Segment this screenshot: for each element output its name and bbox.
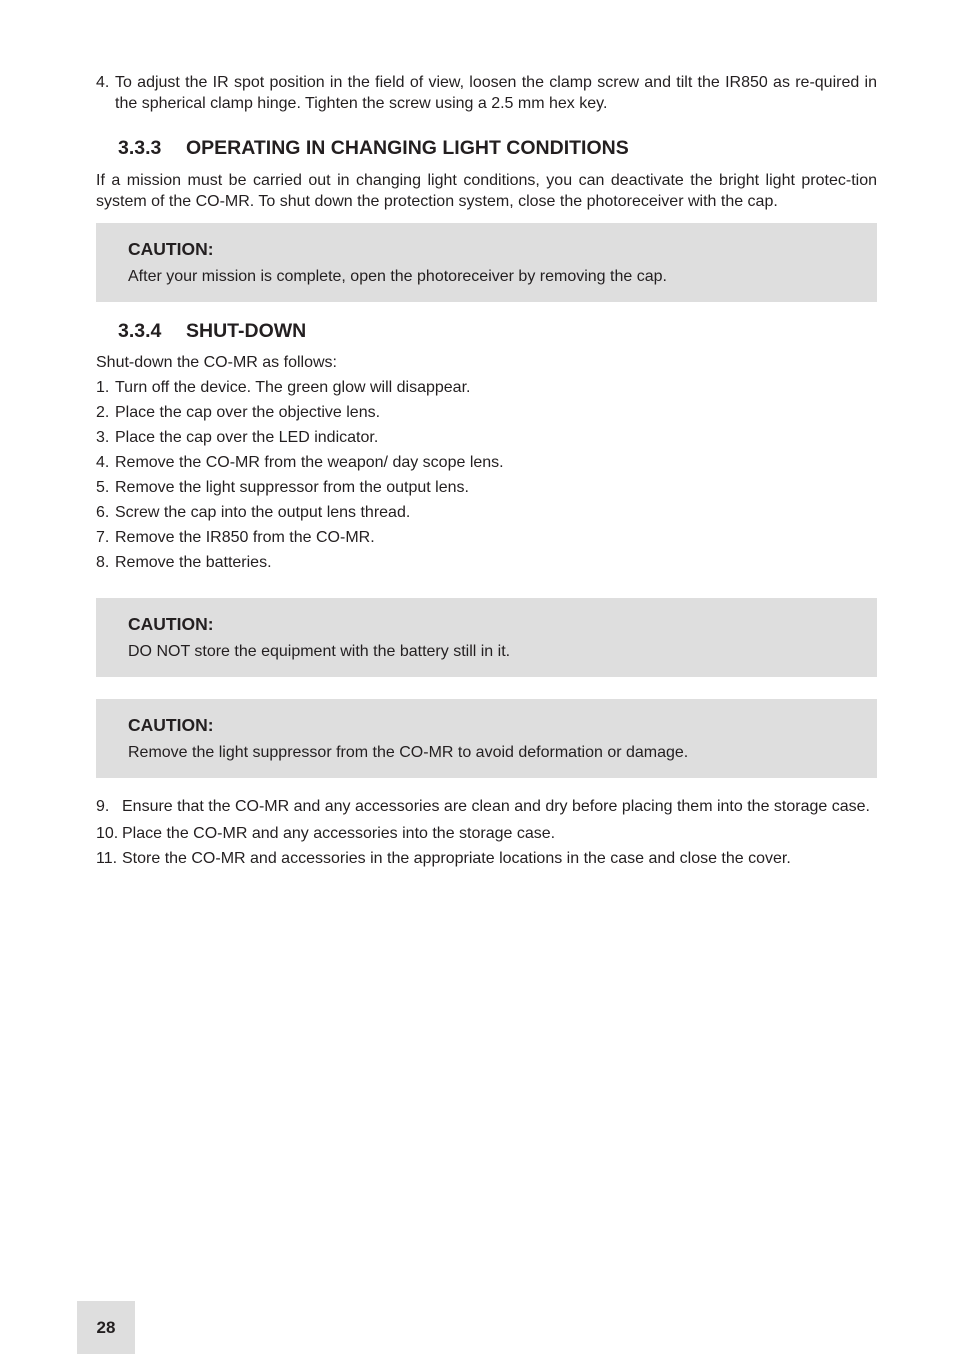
list-item xyxy=(96,425,877,450)
shutdown-steps xyxy=(96,375,877,575)
list-number: 2. xyxy=(96,404,110,421)
list-number: 8. xyxy=(96,554,110,571)
list-text: Store the CO-MR and accessories in the appropriate locations in the case and close the cover. xyxy=(122,850,791,867)
caution-box xyxy=(96,223,877,302)
page-number: 28 xyxy=(77,1301,135,1354)
page-content xyxy=(96,72,877,871)
list-number: 9. xyxy=(96,798,110,815)
list-number: 6. xyxy=(96,504,110,521)
list-item xyxy=(96,72,877,114)
section-heading-3-3-4 xyxy=(118,319,877,343)
list-text: Remove the CO-MR from the weapon/ day scope lens. xyxy=(115,454,504,471)
section-title: OPERATING IN CHANGING LIGHT CONDITIONS xyxy=(186,137,629,159)
list-text: To adjust the IR spot position in the field of view, loosen the clamp screw and tilt the IR850 as re-quired in the spherical clamp hinge. Tighten the screw using a 2.5 mm hex key. xyxy=(115,74,877,112)
list-text: Turn off the device. The green glow will disappear. xyxy=(115,379,471,396)
list-number: 11. xyxy=(96,850,118,867)
list-text: Place the CO-MR and any accessories into the storage case. xyxy=(122,825,556,842)
list-number: 4. xyxy=(96,74,110,91)
caution-title: CAUTION: xyxy=(128,715,214,735)
list-item xyxy=(96,375,877,400)
caution-title: CAUTION: xyxy=(128,614,214,634)
caution-text: After your mission is complete, open the photoreceiver by removing the cap. xyxy=(128,268,667,285)
section-title: SHUT-DOWN xyxy=(186,320,307,342)
caution-text: Remove the light suppressor from the CO-MR to avoid deformation or damage. xyxy=(128,744,689,761)
list-text: Place the cap over the objective lens. xyxy=(115,404,381,421)
list-number: 7. xyxy=(96,529,110,546)
section-heading-3-3-3 xyxy=(118,136,877,160)
list-number: 3. xyxy=(96,429,110,446)
list-text: Place the cap over the LED indicator. xyxy=(115,429,379,446)
section-number: 3.3.4 xyxy=(118,320,162,342)
section-number: 3.3.3 xyxy=(118,137,162,159)
list-item xyxy=(96,400,877,425)
caution-box xyxy=(96,699,877,778)
list-number: 5. xyxy=(96,479,110,496)
list-text: Ensure that the CO-MR and any accessories are clean and dry before placing them into the storage case. xyxy=(122,798,870,815)
paragraph: If a mission must be carried out in changing light conditions, you can deactivate the bright light protec-tion system of the CO-MR. To shut down the protection system, close the photoreceiver with the cap. xyxy=(96,172,877,210)
list-item xyxy=(96,500,877,525)
caution-text: DO NOT store the equipment with the battery still in it. xyxy=(128,643,511,660)
continued-steps xyxy=(96,796,877,871)
list-text: Remove the IR850 from the CO-MR. xyxy=(115,529,375,546)
list-number: 10. xyxy=(96,825,119,842)
list-item xyxy=(96,475,877,500)
list-number: 4. xyxy=(96,454,110,471)
list-text: Remove the light suppressor from the output lens. xyxy=(115,479,469,496)
list-item xyxy=(96,821,877,846)
list-item xyxy=(96,525,877,550)
paragraph: Shut-down the CO-MR as follows: xyxy=(96,354,337,371)
list-number: 1. xyxy=(96,379,110,396)
list-item xyxy=(96,846,877,871)
list-item xyxy=(96,550,877,575)
caution-title: CAUTION: xyxy=(128,239,214,259)
caution-box xyxy=(96,598,877,677)
list-text: Remove the batteries. xyxy=(115,554,272,571)
list-item xyxy=(96,450,877,475)
list-item xyxy=(96,796,877,817)
list-text: Screw the cap into the output lens thread. xyxy=(115,504,411,521)
